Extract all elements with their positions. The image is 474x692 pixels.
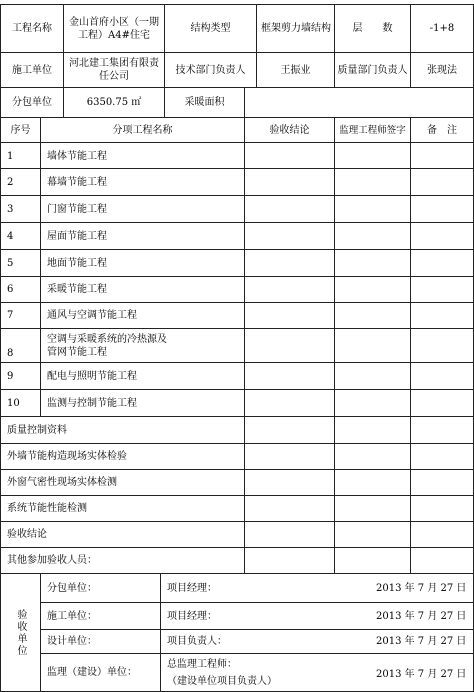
item-no: 7 <box>7 310 14 321</box>
quality-control-docs: 质量控制资料 <box>7 424 67 436</box>
item-name: 配电与照明节能工程 <box>47 370 137 382</box>
quality-head-value: 张现法 <box>427 64 457 76</box>
col-no: 序号 <box>10 124 31 136</box>
acceptance-conclusion: 验收结论 <box>7 529 47 540</box>
acceptance-date: 2013 年 7 月 27 日 <box>376 610 467 622</box>
acceptance-side-label: 验收单位 <box>15 608 26 657</box>
other-participants: 其他参加验收人员： <box>7 555 97 566</box>
item-no: 4 <box>7 230 14 242</box>
col-conclusion: 验收结论 <box>269 124 310 136</box>
item-no: 3 <box>7 203 14 215</box>
acceptance-unit: 施工单位： <box>47 610 97 622</box>
item-no: 8 <box>7 348 14 359</box>
item-no: 10 <box>7 397 20 409</box>
item-name: 采暖节能工程 <box>47 284 107 295</box>
construction-unit-value: 河北建工集团有限责任公司 <box>69 58 159 82</box>
col-item: 分项工程名称 <box>112 124 173 136</box>
acceptance-unit: 监理（建设）单位： <box>47 667 137 678</box>
item-no: 9 <box>7 370 14 382</box>
item-name: 空调与采暖系统的冷热源及管网节能工程 <box>47 333 167 358</box>
tech-head-value: 王振业 <box>280 64 311 76</box>
item-name: 幕墙节能工程 <box>47 176 107 188</box>
item-name: 监测与控制节能工程 <box>47 397 137 409</box>
item-name: 屋面节能工程 <box>47 230 107 242</box>
construction-unit-label: 施工单位 <box>12 64 52 76</box>
acceptance-role: 项目经理： <box>167 610 217 622</box>
acceptance-role: 总监理工程师： <box>167 658 237 670</box>
item-name: 地面节能工程 <box>47 257 107 269</box>
acceptance-date: 2013 年 7 月 27 日 <box>376 582 467 594</box>
structure-label: 结构类型 <box>190 23 231 34</box>
project-name-value: 金山首府小区（一期工程）A4#住宅 <box>69 16 159 41</box>
rule <box>410 117 411 573</box>
project-name-label: 工程名称 <box>12 23 52 34</box>
acceptance-unit: 设计单位： <box>47 636 97 647</box>
tech-head-label: 技术部门负责人 <box>175 64 246 76</box>
item-no: 5 <box>7 257 14 269</box>
item-no: 1 <box>7 150 14 162</box>
rule <box>244 117 245 573</box>
floors-value: -1+8 <box>429 23 455 34</box>
acceptance-date: 2013 年 7 月 27 日 <box>376 668 467 680</box>
rule <box>334 117 335 573</box>
sub-unit-value: 6350.75 ㎡ <box>86 97 142 108</box>
item-no: 6 <box>7 284 14 295</box>
quality-head-label: 质量部门负责人 <box>337 64 408 76</box>
structure-value: 框架剪力墙结构 <box>261 23 331 34</box>
acceptance-unit: 分包单位： <box>47 582 97 594</box>
col-supervisor-sign: 监理工程师签字 <box>339 124 406 136</box>
sub-unit-label: 分包单位 <box>12 97 52 108</box>
rule <box>244 87 245 117</box>
acceptance-role-secondary: （建设单位项目负责人） <box>167 675 277 687</box>
window-airtight-test: 外窗气密性现场实体检测 <box>7 477 117 488</box>
system-performance-test: 系统节能性能检测 <box>7 503 87 514</box>
acceptance-role: 项目经理： <box>167 582 217 594</box>
wall-onsite-test: 外墙节能构造现场实体检验 <box>7 451 127 462</box>
item-name: 通风与空调节能工程 <box>47 310 137 321</box>
item-name: 墙体节能工程 <box>47 150 107 162</box>
floors-label: 层 数 <box>352 23 393 34</box>
acceptance-date: 2013 年 7 月 27 日 <box>376 636 467 647</box>
item-name: 门窗节能工程 <box>47 203 107 215</box>
col-remarks: 备 注 <box>427 124 457 136</box>
item-no: 2 <box>7 176 14 188</box>
acceptance-role: 项目负责人： <box>167 636 227 647</box>
heating-area-label: 采暖面积 <box>184 97 225 108</box>
